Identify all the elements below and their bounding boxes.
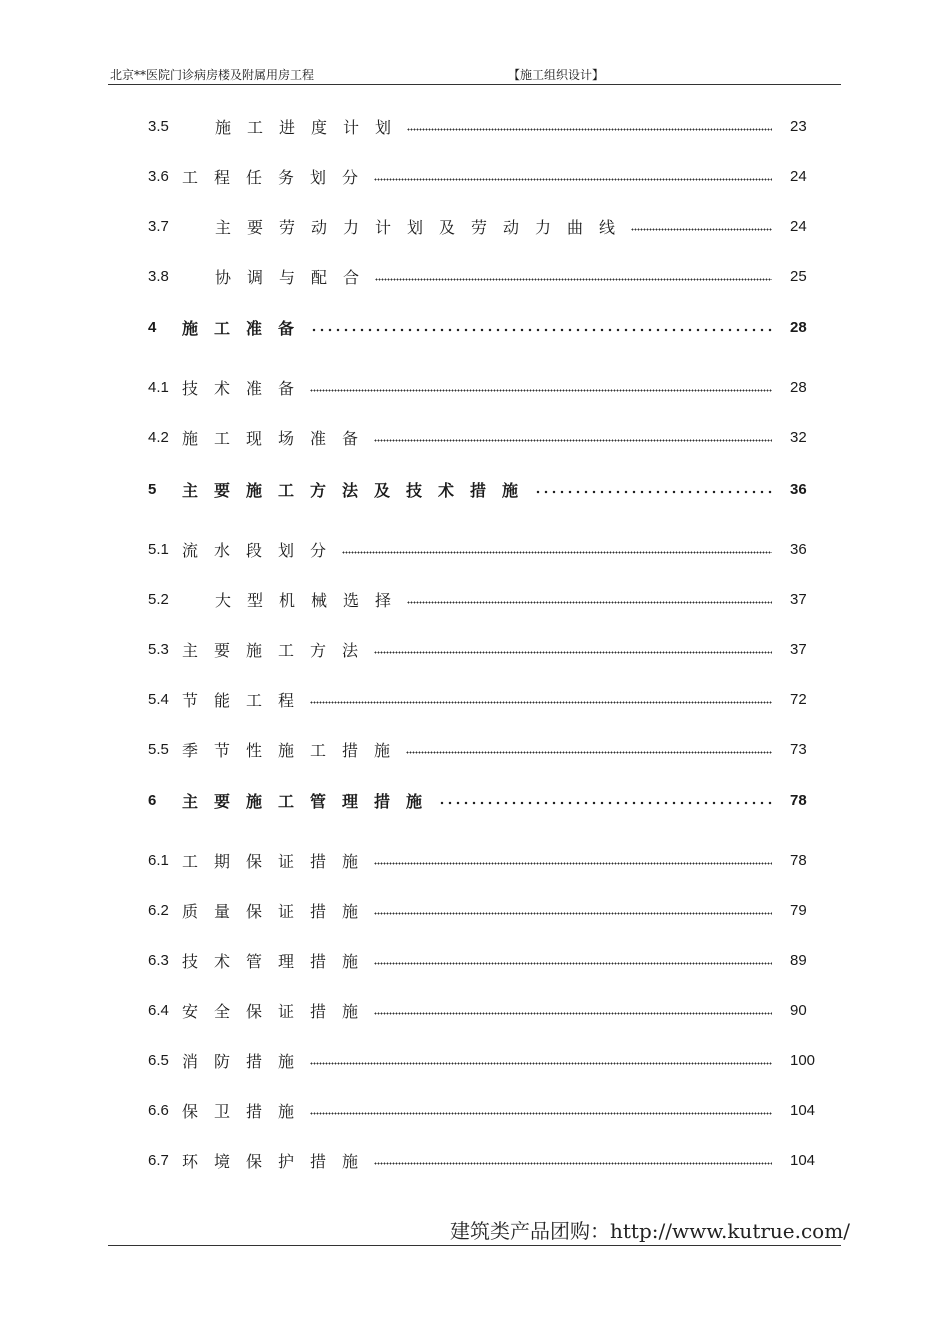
- toc-entry[interactable]: [148, 213, 838, 239]
- toc-entry-title: 保卫措施: [182, 1101, 311, 1121]
- toc-leader-dots: [374, 178, 772, 181]
- toc-entry-title: 主要劳动力计划及劳动力曲线: [215, 217, 632, 237]
- toc-entry[interactable]: [148, 476, 838, 502]
- toc-entry[interactable]: [148, 424, 838, 450]
- toc-entry-page: 90: [790, 1001, 807, 1019]
- toc-leader-dots: [374, 1162, 772, 1165]
- toc-entry-page: 104: [790, 1151, 816, 1169]
- toc-leader-dots: [310, 1062, 772, 1065]
- toc-entry[interactable]: [148, 997, 838, 1023]
- toc-entry-page: 28: [790, 318, 807, 336]
- toc-leader-dots: [374, 912, 772, 915]
- toc-entry-number: 3.5: [148, 117, 169, 135]
- toc-entry-number: 6.5: [148, 1051, 169, 1069]
- toc-leader-dots: [534, 490, 772, 494]
- toc-entry-number: 6.2: [148, 901, 169, 919]
- toc-leader-dots: [438, 801, 772, 805]
- toc-entry-number: 6: [148, 791, 157, 809]
- toc-entry-number: 5.2: [148, 590, 169, 608]
- toc-entry-page: 23: [790, 117, 807, 135]
- toc-leader-dots: [631, 228, 772, 231]
- toc-entry-title: 大型机械选择: [215, 590, 408, 610]
- toc-leader-dots: [310, 1112, 772, 1115]
- toc-entry[interactable]: [148, 847, 838, 873]
- toc-leader-dots: [374, 862, 772, 865]
- toc-entry-number: 5.5: [148, 740, 169, 758]
- toc-leader-dots: [310, 701, 772, 704]
- header-project-title: 北京**医院门诊病房楼及附属用房工程: [110, 68, 315, 82]
- toc-entry-title: 质量保证措施: [182, 901, 375, 921]
- toc-entry-number: 4.2: [148, 428, 169, 446]
- toc-entry[interactable]: [148, 1097, 838, 1123]
- toc-entry-page: 78: [790, 791, 807, 809]
- toc-entry-title: 工程任务划分: [182, 167, 375, 187]
- toc-entry[interactable]: [148, 586, 838, 612]
- header-document-type: 【施工组织设计】: [508, 68, 605, 82]
- toc-entry-page: 24: [790, 217, 807, 235]
- toc-entry-title: 技术管理措施: [182, 951, 375, 971]
- toc-entry-page: 73: [790, 740, 807, 758]
- toc-entry-page: 25: [790, 267, 807, 285]
- toc-leader-dots: [374, 651, 772, 654]
- toc-entry[interactable]: [148, 1047, 838, 1073]
- toc-leader-dots: [374, 439, 772, 442]
- toc-entry-page: 36: [790, 480, 807, 498]
- toc-entry-number: 3.7: [148, 217, 169, 235]
- toc-entry[interactable]: [148, 263, 838, 289]
- toc-entry[interactable]: [148, 897, 838, 923]
- toc-entry-number: 5: [148, 480, 157, 498]
- toc-entry-page: 36: [790, 540, 807, 558]
- toc-entry-title: 协调与配合: [215, 267, 376, 287]
- toc-entry-number: 5.3: [148, 640, 169, 658]
- toc-entry-page: 104: [790, 1101, 816, 1119]
- toc-entry-page: 28: [790, 378, 807, 396]
- toc-entry-title: 主要施工方法及技术措施: [182, 480, 535, 500]
- toc-entry-title: 安全保证措施: [182, 1001, 375, 1021]
- toc-entry[interactable]: [148, 314, 838, 340]
- toc-entry[interactable]: [148, 686, 838, 712]
- toc-entry-page: 100: [790, 1051, 816, 1069]
- toc-entry[interactable]: [148, 1147, 838, 1173]
- toc-entry[interactable]: [148, 374, 838, 400]
- toc-entry[interactable]: [148, 947, 838, 973]
- toc-entry-number: 6.7: [148, 1151, 169, 1169]
- toc-entry-title: 流水段划分: [182, 540, 343, 560]
- toc-entry-page: 79: [790, 901, 807, 919]
- toc-entry[interactable]: [148, 636, 838, 662]
- toc-entry-page: 78: [790, 851, 807, 869]
- toc-entry[interactable]: [148, 113, 838, 139]
- toc-entry-page: 37: [790, 590, 807, 608]
- toc-entry-page: 37: [790, 640, 807, 658]
- toc-entry-title: 技术准备: [182, 378, 311, 398]
- toc-entry-title: 环境保护措施: [182, 1151, 375, 1171]
- toc-entry-number: 6.1: [148, 851, 169, 869]
- toc-entry-number: 3.6: [148, 167, 169, 185]
- toc-entry[interactable]: [148, 163, 838, 189]
- toc-entry-title: 施工现场准备: [182, 428, 375, 448]
- toc-entry-title: 施工准备: [182, 318, 311, 338]
- toc-entry-title: 施工进度计划: [215, 117, 408, 137]
- footer-divider: [108, 1245, 841, 1246]
- toc-leader-dots: [374, 962, 772, 965]
- toc-leader-dots: [407, 601, 772, 604]
- toc-leader-dots: [375, 278, 772, 281]
- toc-entry-page: 72: [790, 690, 807, 708]
- toc-entry[interactable]: [148, 536, 838, 562]
- toc-leader-dots: [406, 751, 772, 754]
- toc-entry-number: 5.1: [148, 540, 169, 558]
- toc-entry-title: 节能工程: [182, 690, 311, 710]
- footer-link[interactable]: 建筑类产品团购：http://www.kutrue.com/: [450, 1219, 850, 1243]
- toc-entry-number: 4.1: [148, 378, 169, 396]
- toc-entry-number: 6.3: [148, 951, 169, 969]
- toc-entry-page: 89: [790, 951, 807, 969]
- toc-entry-title: 工期保证措施: [182, 851, 375, 871]
- toc-entry-page: 24: [790, 167, 807, 185]
- toc-entry-number: 4: [148, 318, 157, 336]
- toc-entry-number: 5.4: [148, 690, 169, 708]
- toc-leader-dots: [310, 389, 772, 392]
- toc-leader-dots: [342, 551, 772, 554]
- toc-entry[interactable]: [148, 736, 838, 762]
- toc-entry-title: 季节性施工措施: [182, 740, 407, 760]
- toc-entry-number: 3.8: [148, 267, 169, 285]
- toc-entry-title: 消防措施: [182, 1051, 311, 1071]
- toc-leader-dots: [310, 328, 772, 332]
- toc-entry-title: 主要施工管理措施: [182, 791, 439, 811]
- toc-entry-page: 32: [790, 428, 807, 446]
- toc-entry-number: 6.6: [148, 1101, 169, 1119]
- toc-entry-number: 6.4: [148, 1001, 169, 1019]
- toc-leader-dots: [407, 128, 772, 131]
- toc-entry[interactable]: [148, 787, 838, 813]
- toc-entry-title: 主要施工方法: [182, 640, 375, 660]
- toc-leader-dots: [374, 1012, 772, 1015]
